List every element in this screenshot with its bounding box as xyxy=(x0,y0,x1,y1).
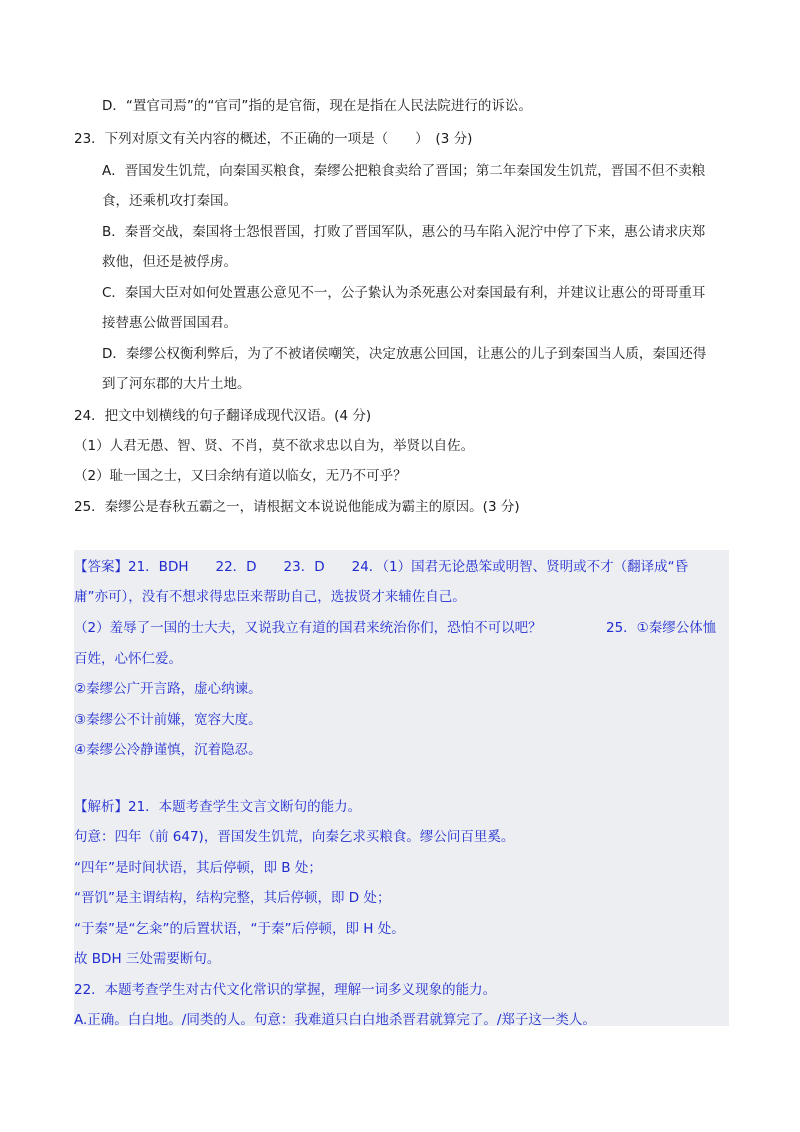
analysis-line-2: 句意：四年（前 647)，晋国发生饥荒，向秦乞求买粮食。缪公问百里奚。 xyxy=(74,829,515,845)
q24-sentence-1: （1）人君无愚、智、贤、不肖，莫不欲求忠以自为，举贤以自佐。 xyxy=(74,438,475,454)
analysis-label: 【解析】 xyxy=(74,799,128,815)
analysis-line-1 xyxy=(74,797,361,817)
analysis-line-3: “四年”是时间状语，其后停顿，即 B 处； xyxy=(74,860,322,876)
q23-option-d-line1: D．秦缪公权衡利弊后，为了不被诸侯嘲笑，决定放惠公回国，让惠公的儿子到秦国当人质，秦国还得 xyxy=(102,346,707,362)
answer-line-3b: 25．①秦缪公体恤 xyxy=(606,620,717,636)
q23-option-c-line2: 接替惠公做晋国国君。 xyxy=(102,315,237,331)
q24-sentence-2: （2）耻一国之士，又曰余纳有道以临女，无乃不可乎？ xyxy=(74,468,407,484)
answer-line-5: ②秦缪公广开言路，虚心纳谏。 xyxy=(74,681,262,697)
answer-line-6: ③秦缪公不计前嫌，宽容大度。 xyxy=(74,712,262,728)
q23-option-a-line2: 食，还乘机攻打秦国。 xyxy=(102,193,237,209)
q23-stem: 23．下列对原文有关内容的概述，不正确的一项是（ ） (3 分) xyxy=(74,131,473,147)
q22-option-d: D．“置官司焉”的“官司”指的是官衙，现在是指在人民法院进行的诉讼。 xyxy=(102,98,532,114)
analysis-line-8: A.正确。白白地。/同类的人。句意：我难道只白白地杀晋君就算完了。/郑子这一类人。 xyxy=(74,1012,596,1028)
answer-line-3a: （2）羞辱了一国的士大夫，又说我立有道的国君来统治你们，恐怕不可以吧？ xyxy=(74,620,542,636)
analysis-line-7: 22．本题考查学生对古代文化常识的掌握，理解一词多义现象的能力。 xyxy=(74,982,497,998)
answer-line-1 xyxy=(74,557,688,577)
analysis-line-6: 故 BDH 三处需要断句。 xyxy=(74,951,221,967)
analysis-line-4: “晋饥”是主谓结构，结构完整，其后停顿，即 D 处； xyxy=(74,890,391,906)
answer-line-1-text: 21．BDH 22．D 23．D 24．（1）国君无论愚笨或明智、贤明或不才（翻译成“昏 xyxy=(128,559,689,575)
q23-option-d-line2: 到了河东郡的大片土地。 xyxy=(102,376,251,392)
answer-line-4: 百姓，心怀仁爱。 xyxy=(74,651,182,667)
answer-line-2: 庸”亦可），没有不想求得忠臣来帮助自己，选拔贤才来辅佐自己。 xyxy=(74,589,466,605)
q23-option-b-line1: B．秦晋交战，秦国将士怨恨晋国，打败了晋国军队，惠公的马车陷入泥泞中停了下来，惠公请求庆郑 xyxy=(102,224,706,240)
q23-option-c-line1: C．秦国大臣对如何处置惠公意见不一，公子絷认为杀死惠公对秦国最有利，并建议让惠公的哥哥重耳 xyxy=(102,285,706,301)
analysis-line-5: “于秦”是“乞籴”的后置状语，“于秦”后停顿，即 H 处。 xyxy=(74,921,405,937)
analysis-line-1-text: 21．本题考查学生文言文断句的能力。 xyxy=(128,799,362,815)
answer-line-7: ④秦缪公冷静谨慎，沉着隐忍。 xyxy=(74,742,262,758)
q24-stem: 24．把文中划横线的句子翻译成现代汉语。(4 分) xyxy=(74,408,372,424)
q25-stem: 25．秦缪公是春秋五霸之一，请根据文本说说他能成为霸主的原因。(3 分) xyxy=(74,499,520,515)
q23-option-b-line2: 救他，但还是被俘虏。 xyxy=(102,254,237,270)
answer-label: 【答案】 xyxy=(74,559,128,575)
q23-option-a-line1: A．晋国发生饥荒，向秦国买粮食，秦缪公把粮食卖给了晋国；第二年秦国发生饥荒，晋国不但不卖粮 xyxy=(102,163,706,179)
